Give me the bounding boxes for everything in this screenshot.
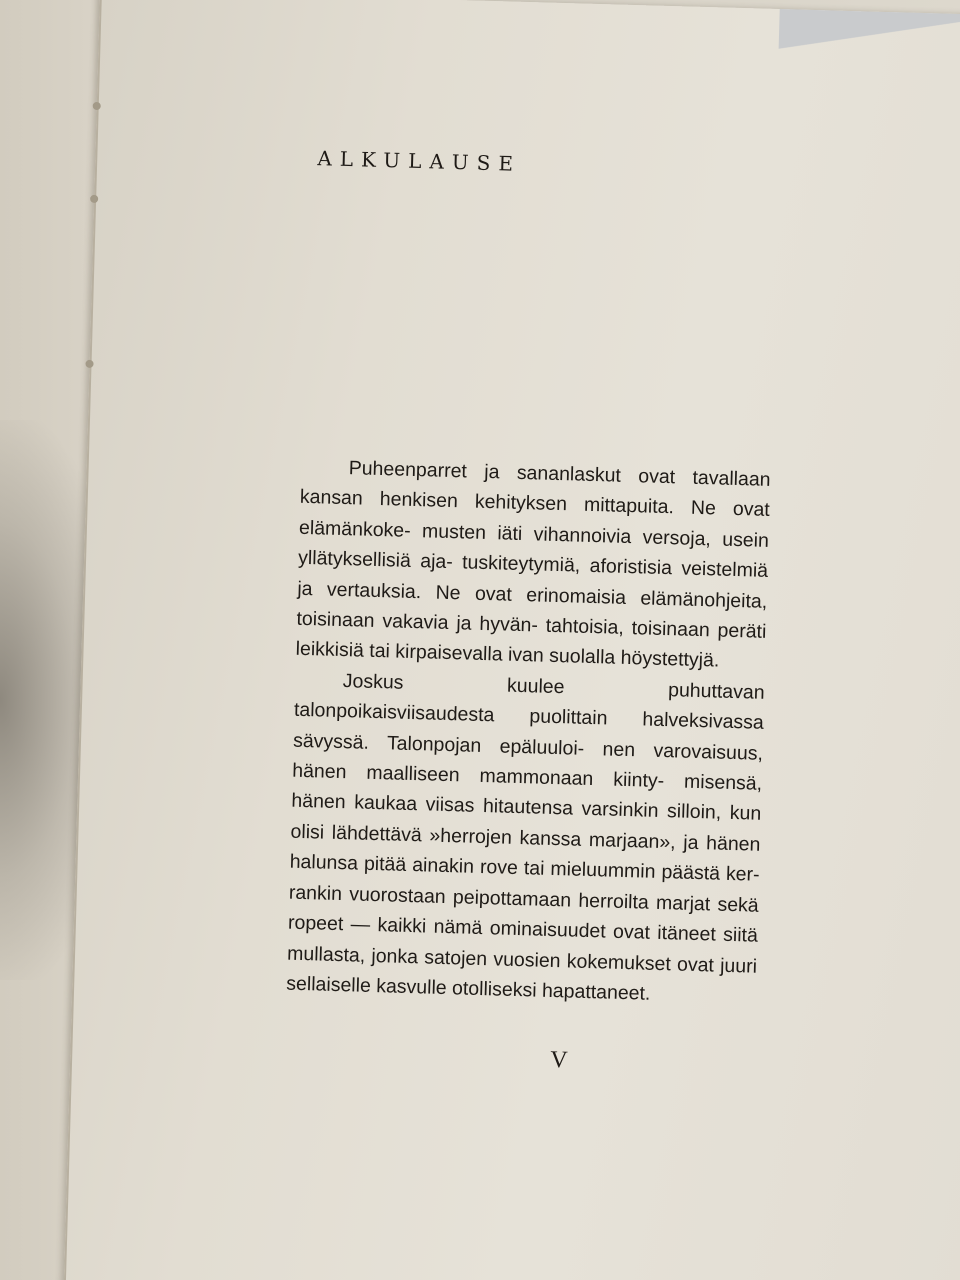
binding-stitch — [85, 360, 93, 368]
background-corner — [779, 9, 960, 55]
book-page — [63, 0, 960, 1280]
body-text — [286, 452, 771, 1012]
paragraph: Joskus kuulee puhuttavan talonpoikaisviisaudesta puolittain halveksivassa sävyssä. Talonpojan epäluuloi- nen varovaisuus, hänen maalliseen mammonaan kiinty- misensä, hänen kaukaa viisas hitautensa varsinkin silloin, kun olisi lähdettävä »herrojen kanssa marjaan», ja hänen halunsa pitää ainakin rove tai mieluummin päästä ker- rankin vuorostaan peipottamaan herroilta marjat sekä ropeet — kaikki nämä ominaisuudet ovat itäneet siitä mullasta, jonka satojen vuosien kokemukset ovat juuri sellaiselle kasvulle otolliseksi hapattaneet. — [286, 669, 765, 1005]
page-heading: ALKULAUSE — [317, 146, 522, 176]
page-number: V — [549, 1046, 568, 1074]
paragraph: Puheenparret ja sananlaskut ovat tavallaan kansan henkisen kehityksen mittapuita. Ne ovat elämänkoke- musten iäti vihannoivia versoja, usein yllätyksellisiä aja- tuskiteytymiä, aforistisia veistelmiä ja vertauksia. Ne ovat erinomaisia elämänohjeita, toisinaan vakavia ja hyvän- tahtoisia, toisinaan peräti leikkisiä tai kirpaisevalla ivan suolalla höystettyjä. — [295, 457, 771, 672]
binding-stitch — [93, 102, 101, 110]
binding-stitch — [90, 195, 98, 203]
